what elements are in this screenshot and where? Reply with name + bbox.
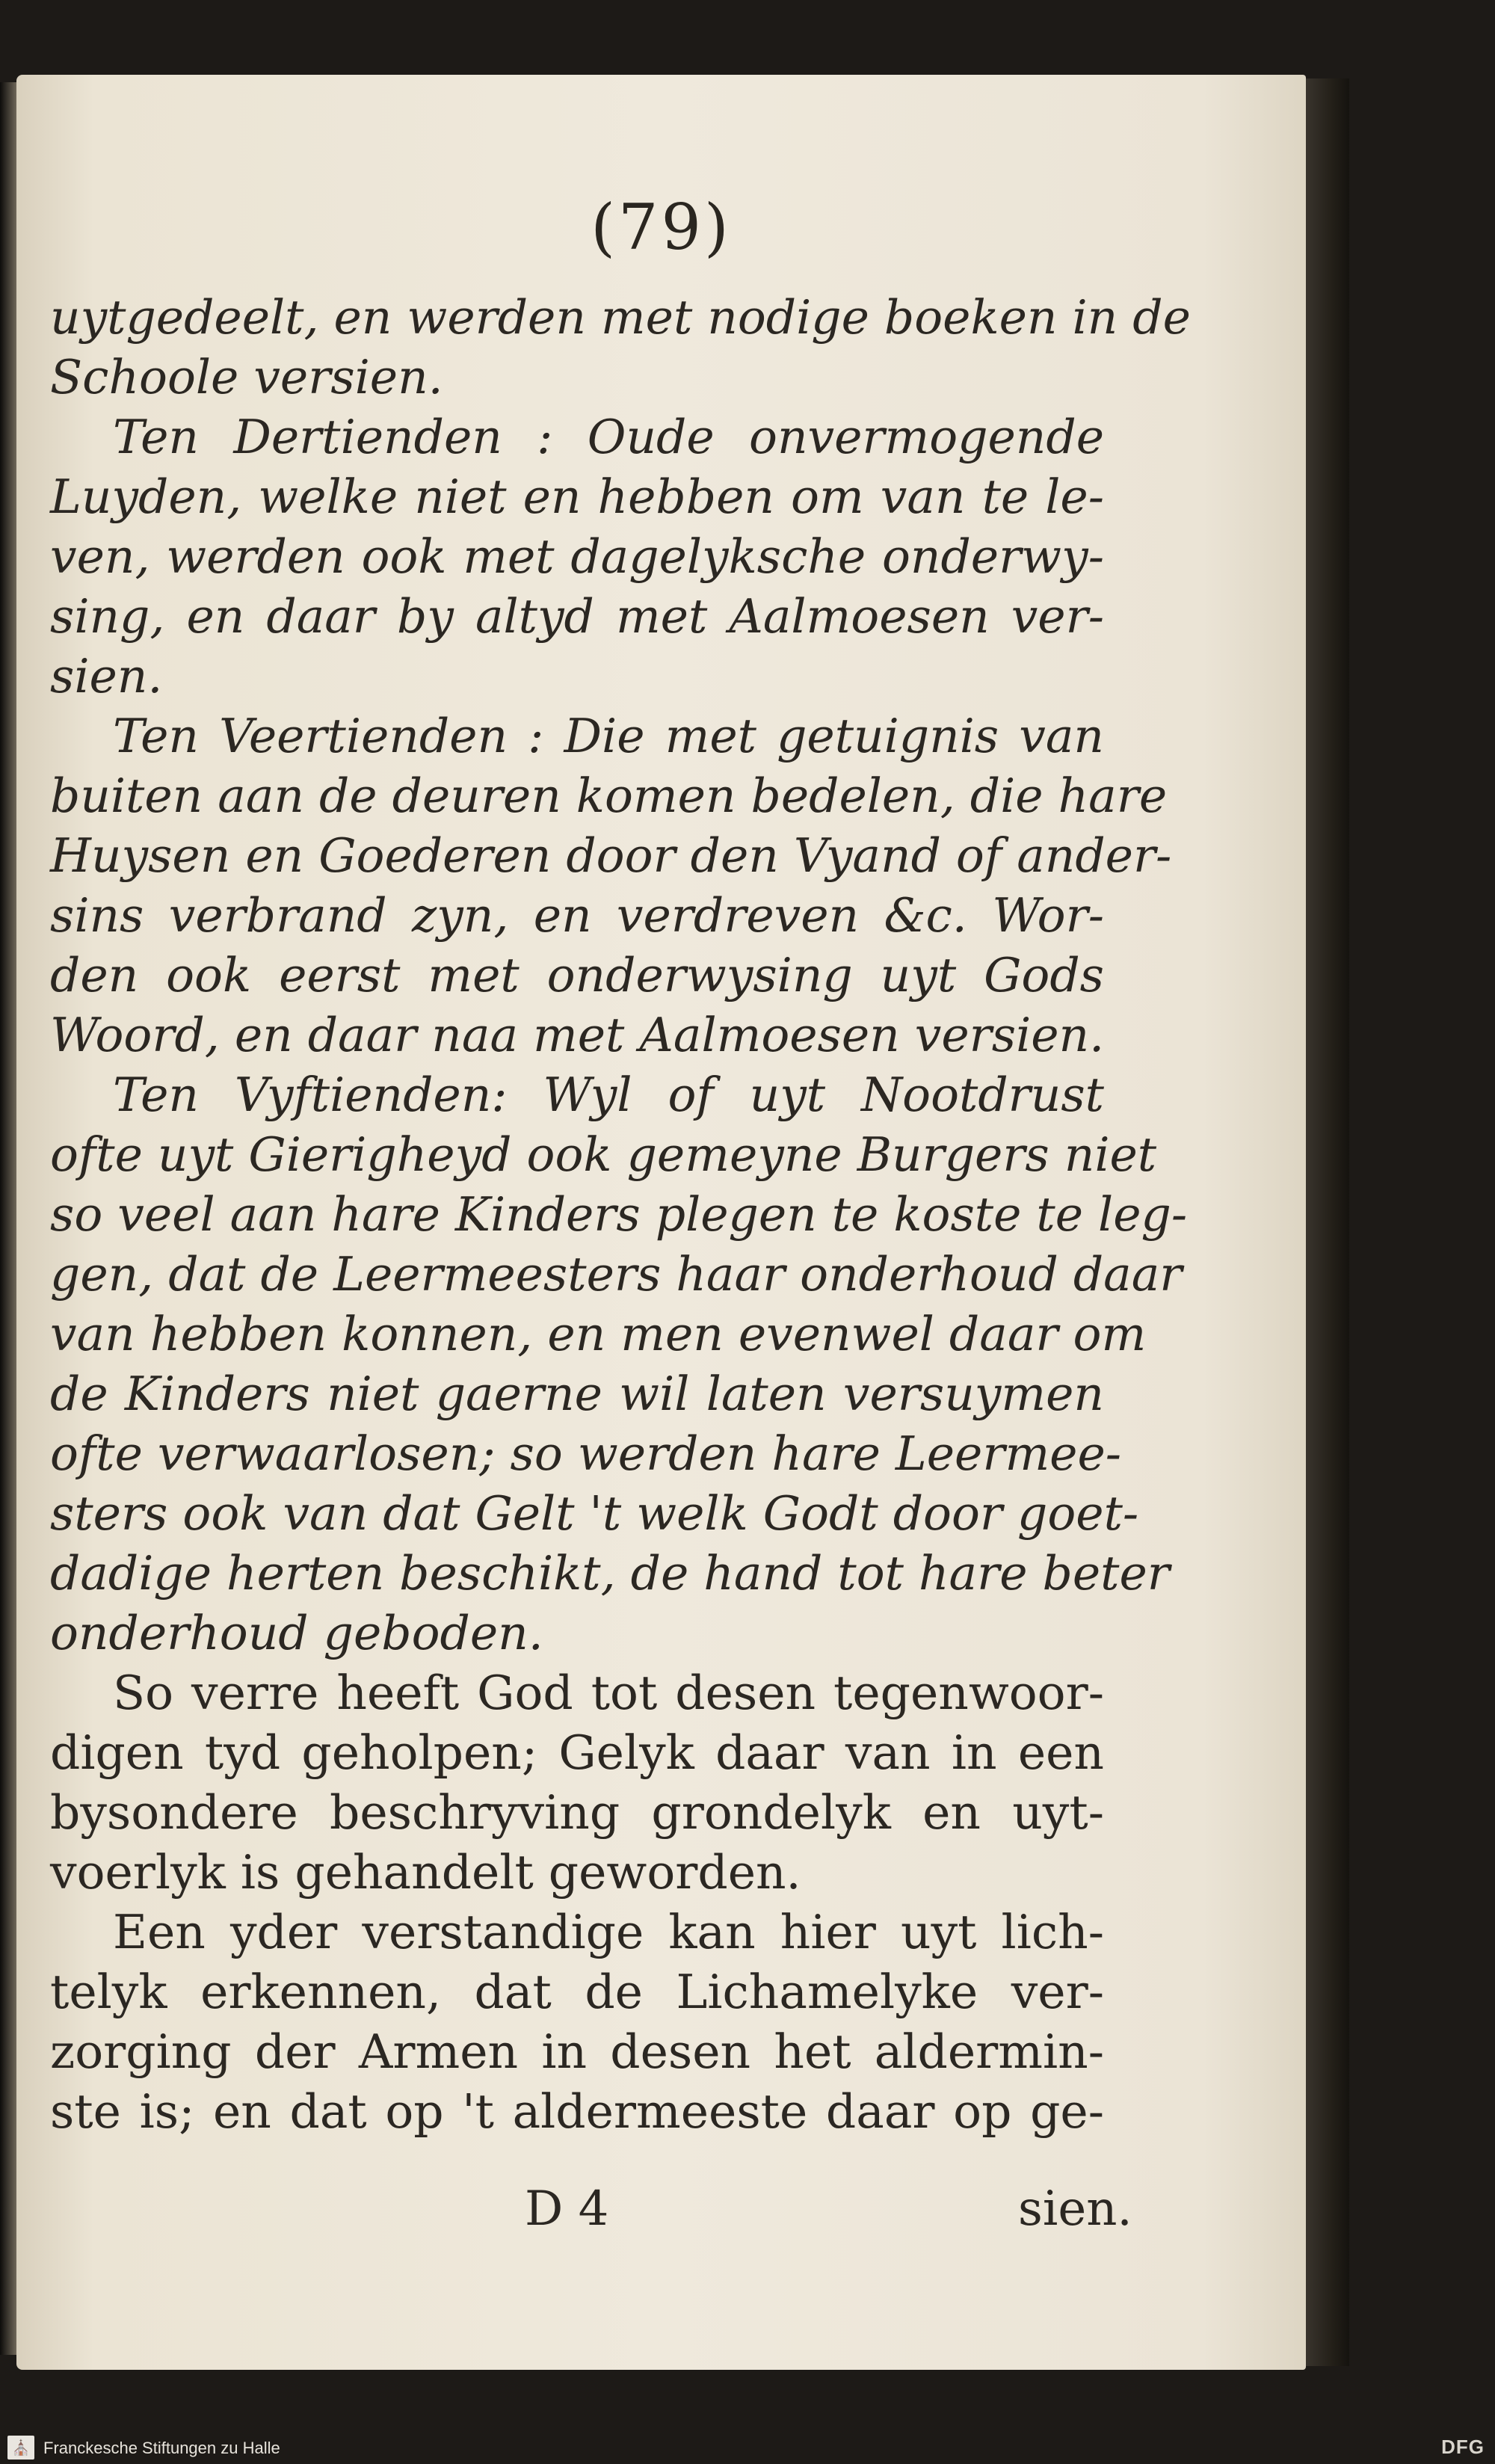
text-line: sing, en daar by altyd met Aalmoesen ver- bbox=[50, 589, 1104, 644]
text-line: voerlyk is gehandelt geworden. bbox=[50, 1845, 801, 1900]
text-line: so veel aan hare Kinders plegen te koste te leg- bbox=[50, 1187, 1188, 1242]
text-line: So verre heeft God tot desen tegenwoor- bbox=[113, 1666, 1104, 1720]
book-page bbox=[16, 75, 1306, 2370]
text-line: de Kinders niet gaerne wil laten versuymen bbox=[50, 1367, 1104, 1421]
dfg-logo: DFG bbox=[1441, 2436, 1485, 2458]
text-line: zorging der Armen in desen het aldermin- bbox=[50, 2024, 1104, 2079]
text-line: digen tyd geholpen; Gelyk daar van in een bbox=[50, 1725, 1104, 1780]
text-line: onderhoud geboden. bbox=[50, 1606, 543, 1660]
catchword: sien. bbox=[1018, 2181, 1132, 2237]
text-line: ofte uyt Gierigheyd ook gemeyne Burgers niet bbox=[50, 1127, 1157, 1182]
text-line: Een yder verstandige kan hier uyt lich- bbox=[113, 1905, 1104, 1959]
text-line: telyk erkennen, dat de Lichamelyke ver- bbox=[50, 1965, 1104, 2019]
page-body bbox=[50, 288, 1191, 2142]
text-line: Luyden, welke niet en hebben om van te le- bbox=[50, 469, 1104, 524]
text-line: sters ook van dat Gelt 't welk Godt door goet- bbox=[50, 1486, 1139, 1541]
text-line: ven, werden ook met dagelyksche onderwy- bbox=[50, 529, 1104, 584]
text-line: Ten Vyftienden: Wyl of uyt Nootdrust bbox=[113, 1068, 1104, 1122]
text-line: Woord, en daar naa met Aalmoesen versien. bbox=[50, 1008, 1105, 1062]
page-edge bbox=[1304, 78, 1349, 2366]
institution-logo-icon: ⛪ bbox=[7, 2436, 34, 2460]
signature-mark: D 4 bbox=[525, 2181, 609, 2237]
text-line: van hebben konnen, en men evenwel daar om bbox=[50, 1307, 1147, 1361]
text-line: Ten Dertienden : Oude onvermogende bbox=[113, 410, 1104, 464]
page-number: (79) bbox=[591, 191, 732, 264]
text-line: ste is; en dat op 't aldermeeste daar op ge- bbox=[50, 2084, 1104, 2139]
institution-name: Franckesche Stiftungen zu Halle bbox=[43, 2439, 280, 2457]
text-line: ofte verwaarlosen; so werden hare Leermee- bbox=[50, 1426, 1122, 1481]
text-line: buiten aan de deuren komen bedelen, die hare bbox=[50, 769, 1168, 823]
text-line: den ook eerst met onderwysing uyt Gods bbox=[50, 948, 1104, 1002]
text-line: Schoole versien. bbox=[50, 350, 443, 404]
text-line: sien. bbox=[50, 649, 163, 703]
text-line: gen, dat de Leermeesters haar onderhoud daar bbox=[50, 1247, 1183, 1302]
text-line: uytgedeelt, en werden met nodige boeken in de bbox=[50, 290, 1191, 345]
text-line: sins verbrand zyn, en verdreven &c. Wor- bbox=[50, 888, 1104, 943]
text-line: bysondere beschryving grondelyk en uyt- bbox=[50, 1785, 1104, 1840]
viewer-footer bbox=[0, 2433, 1495, 2464]
text-line: Ten Veertienden : Die met getuignis van bbox=[113, 709, 1104, 763]
text-line: dadige herten beschikt, de hand tot hare beter bbox=[50, 1546, 1170, 1601]
text-line: Huysen en Goederen door den Vyand of ander- bbox=[50, 828, 1172, 883]
